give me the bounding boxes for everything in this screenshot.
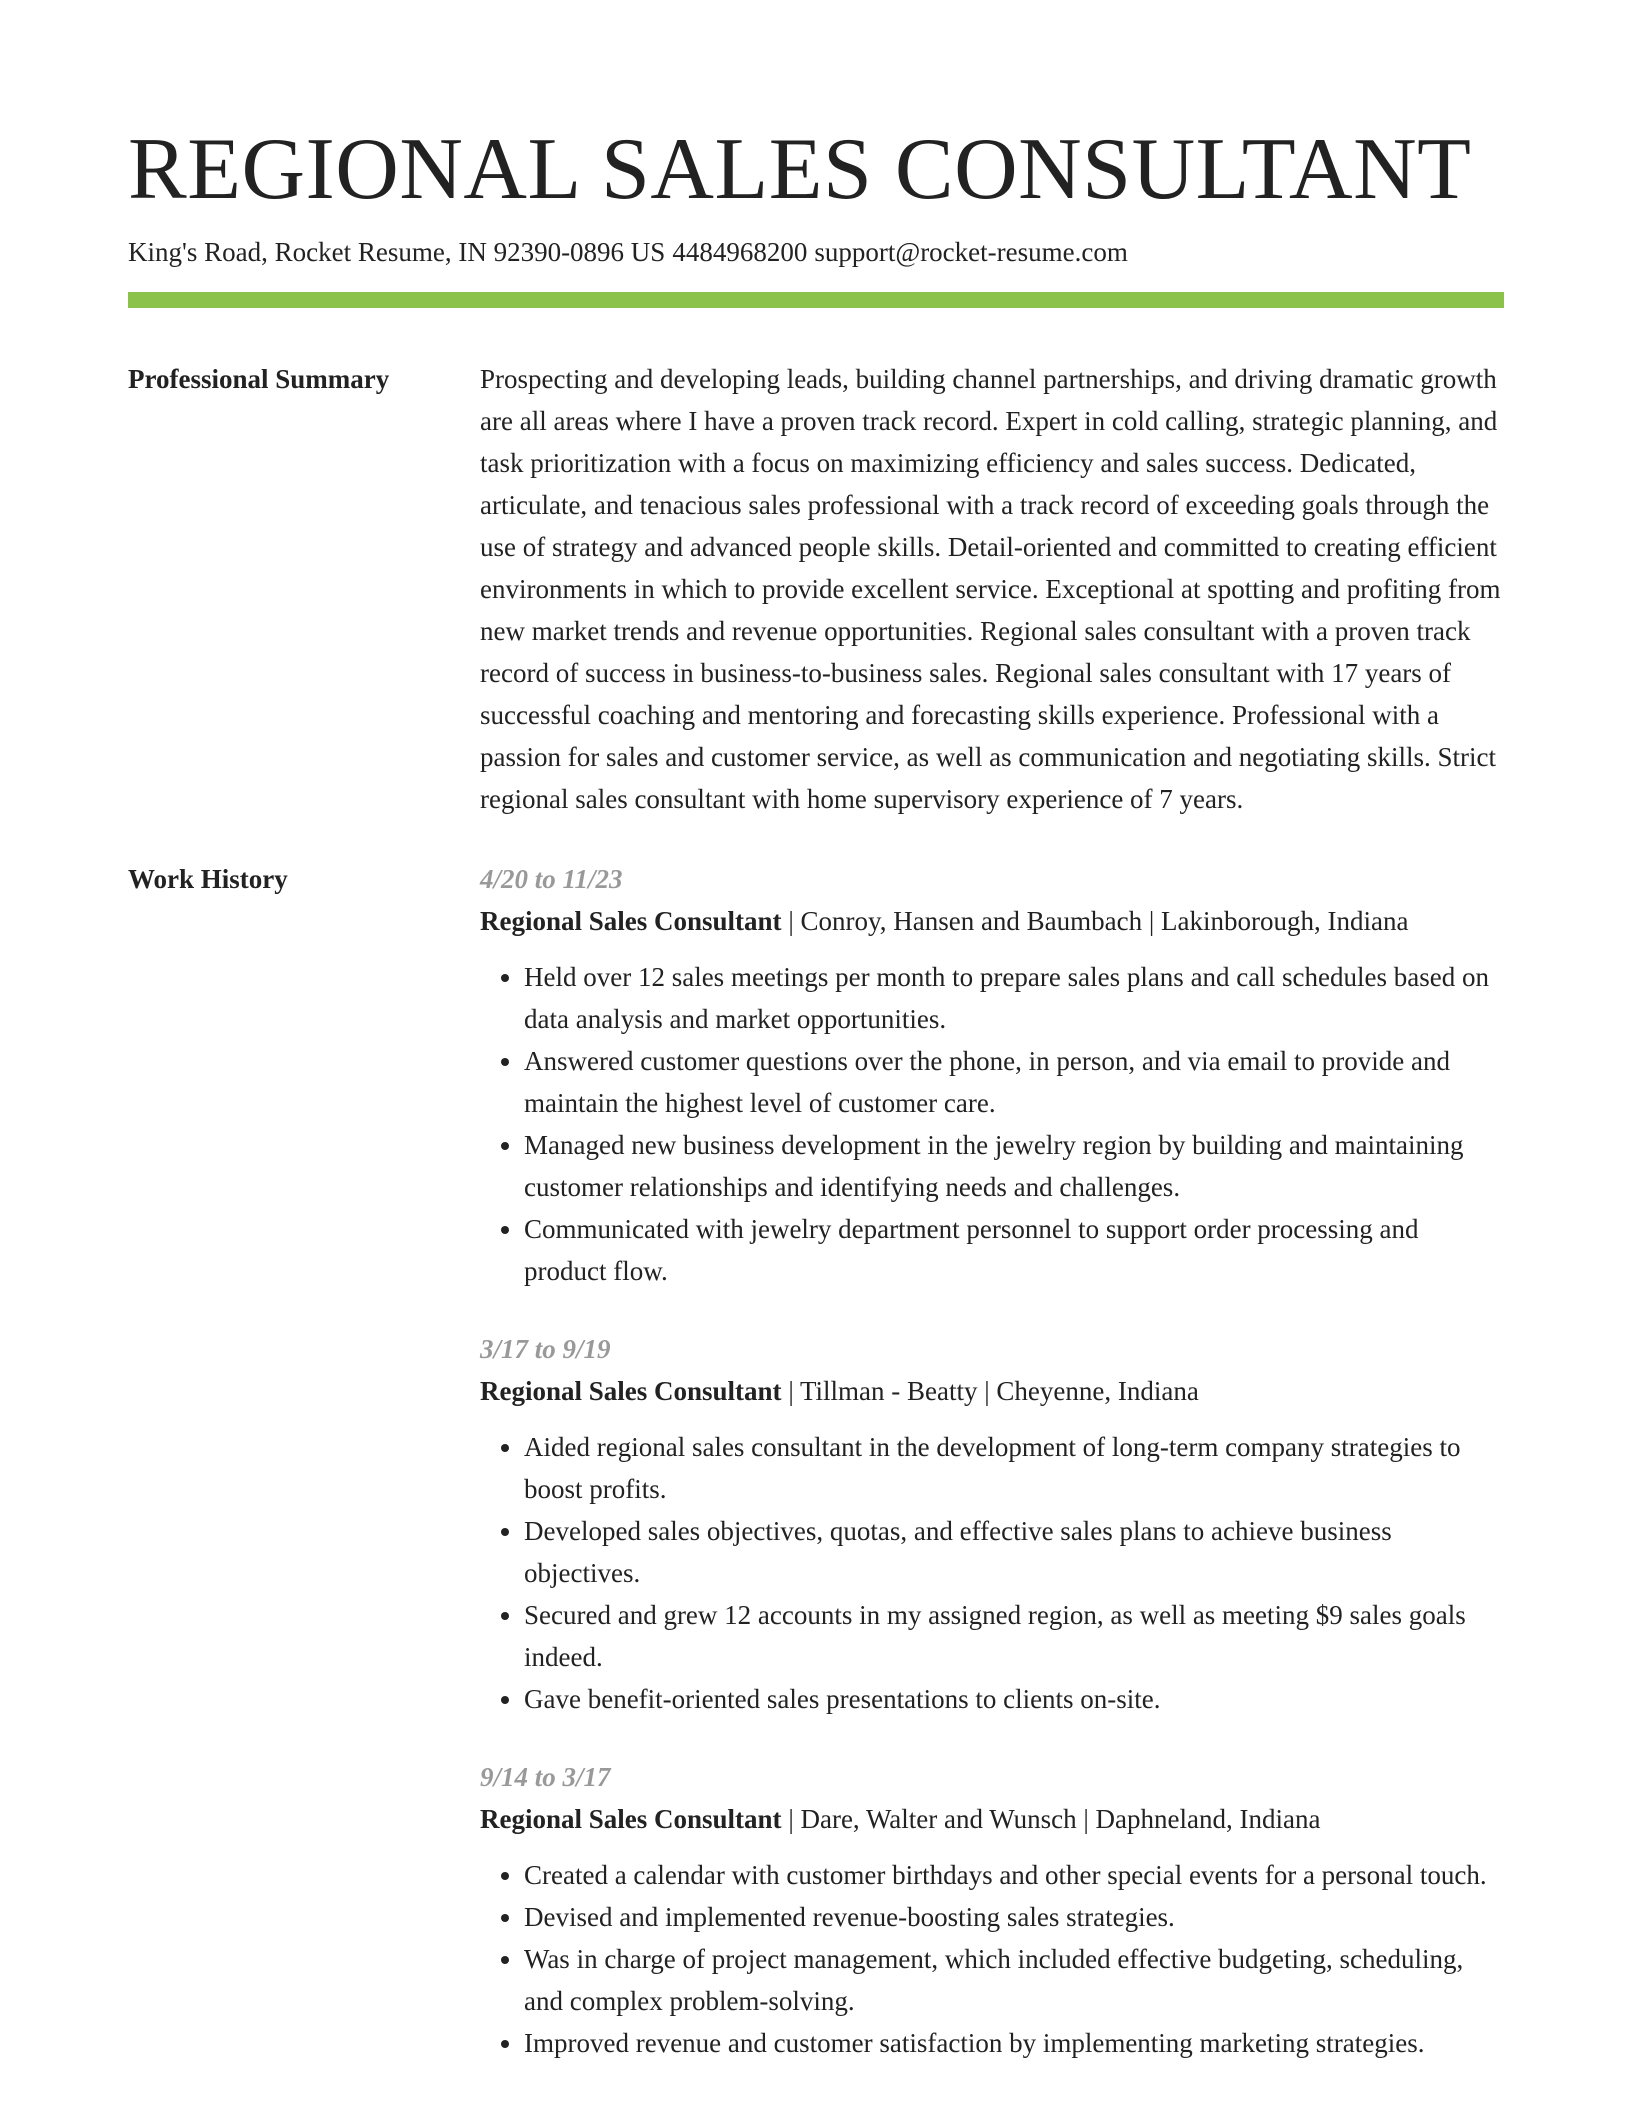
job-heading [480, 900, 1504, 942]
contact-phone: 4484968200 [672, 237, 808, 267]
job-bullets [480, 1854, 1504, 2064]
contact-email: support@rocket-resume.com [814, 237, 1128, 267]
job-bullet: • Communicated with jewelry department personnel to support order processing and product flow. [524, 1208, 1504, 1292]
job-dates: 3/17 to 9/19 [480, 1334, 611, 1364]
job-bullet: • Gave benefit-oriented sales presentations to clients on-site. [524, 1678, 1504, 1720]
job-bullet: • Improved revenue and customer satisfaction by implementing marketing strategies. [524, 2022, 1504, 2064]
job-bullet: • Developed sales objectives, quotas, and effective sales plans to achieve business objectives. [524, 1510, 1504, 1594]
contact-line [128, 234, 1504, 270]
job-bullets [480, 956, 1504, 1292]
job-list [480, 858, 1504, 2064]
job-bullet: • Held over 12 sales meetings per month to prepare sales plans and call schedules based on data analysis and market opportunities. [524, 956, 1504, 1040]
job-entry [480, 1756, 1504, 2064]
summary-heading: Professional Summary [128, 364, 390, 394]
resume-name: REGIONAL SALES CONSULTANT [128, 121, 1472, 218]
job-bullet: • Aided regional sales consultant in the development of long-term company strategies to boost profits. [524, 1426, 1504, 1510]
job-entry [480, 1328, 1504, 1720]
job-title: Regional Sales Consultant [480, 1376, 782, 1406]
job-bullet: • Was in charge of project management, which included effective budgeting, scheduling, and complex problem-solving. [524, 1938, 1504, 2022]
job-bullet: • Devised and implemented revenue-boosting sales strategies. [524, 1896, 1504, 1938]
job-bullet: • Created a calendar with customer birthdays and other special events for a personal touch. [524, 1854, 1504, 1896]
summary-text: Prospecting and developing leads, building channel partnerships, and driving dramatic growth are all areas where I have a proven track record. Expert in cold calling, strategic planning, and task prioritization with a focus on maximizing efficiency and sales success. Dedicated, articulate, and tenacious sales professional with a track record of exceeding goals through the use of strategy and advanced people skills. Detail-oriented and committed to creating efficient environments in which to provide excellent service. Exceptional at spotting and profiting from new market trends and revenue opportunities. Regional sales consultant with a proven track record of success in business-to-business sales. Regional sales consultant with 17 years of successful coaching and mentoring and forecasting skills experience. Professional with a passion for sales and customer service, as well as communication and negotiating skills. Strict regional sales consultant with home supervisory experience of 7 years. [480, 364, 1501, 814]
job-title: Regional Sales Consultant [480, 1804, 782, 1834]
job-bullet: • Answered customer questions over the phone, in person, and via email to provide and maintain the highest level of customer care. [524, 1040, 1504, 1124]
job-details: | Dare, Walter and Wunsch | Daphneland, Indiana [788, 1804, 1321, 1834]
job-dates: 9/14 to 3/17 [480, 1762, 611, 1792]
job-entry [480, 858, 1504, 1292]
resume-page [128, 0, 1504, 2064]
header-divider [128, 292, 1504, 308]
contact-address: King's Road, Rocket Resume, IN 92390-0896 US [128, 237, 666, 267]
work-history-section [128, 858, 1504, 2064]
job-details: | Tillman - Beatty | Cheyenne, Indiana [788, 1376, 1199, 1406]
job-details: | Conroy, Hansen and Baumbach | Lakinborough, Indiana [788, 906, 1409, 936]
job-heading [480, 1798, 1504, 1840]
job-title: Regional Sales Consultant [480, 906, 782, 936]
job-bullets [480, 1426, 1504, 1720]
job-heading [480, 1370, 1504, 1412]
work-history-heading: Work History [128, 864, 288, 894]
job-dates: 4/20 to 11/23 [480, 864, 623, 894]
summary-section [128, 358, 1504, 820]
job-bullet: • Managed new business development in the jewelry region by building and maintaining customer relationships and identifying needs and challenges. [524, 1124, 1504, 1208]
job-bullet: • Secured and grew 12 accounts in my assigned region, as well as meeting $9 sales goals indeed. [524, 1594, 1504, 1678]
